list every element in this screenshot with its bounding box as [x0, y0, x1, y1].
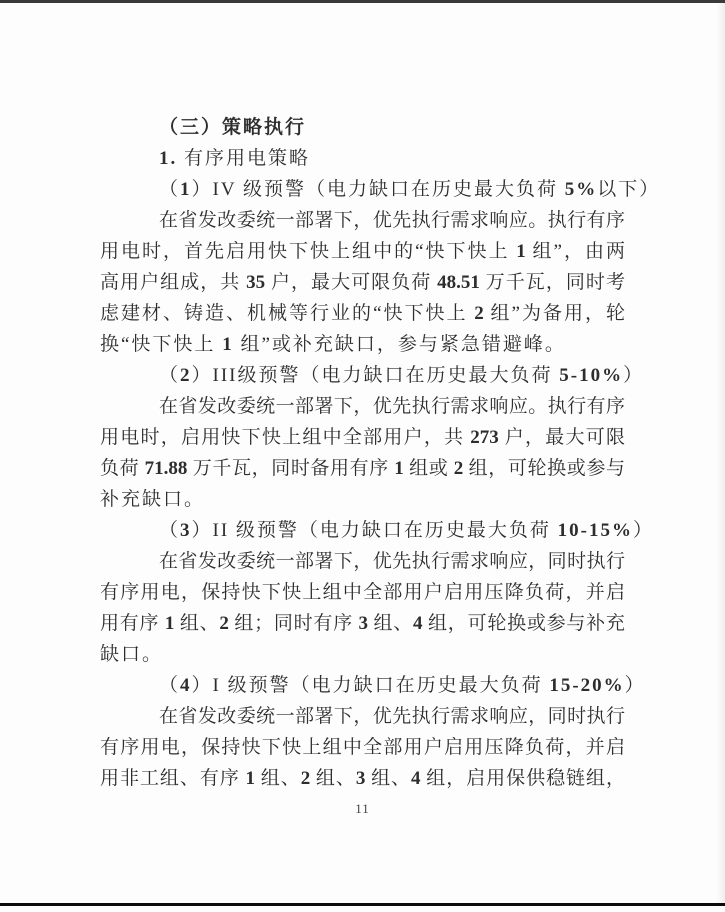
text-line: 用非工组、有序 1 组、2 组、3 组、4 组，启用保供稳链组， — [100, 768, 625, 789]
text-line: （2）III级预警（电力缺口在历史最大负荷 5-10%） — [159, 365, 645, 386]
text-line: 补充缺口。 — [100, 489, 206, 510]
text-line: （3）II 级预警（电力缺口在历史最大负荷 10-15%） — [159, 520, 655, 541]
text-line: （4）I 级预警（电力缺口在历史最大负荷 15-20%） — [159, 675, 646, 696]
page-right-edge — [716, 3, 725, 903]
text-line: 换“快下快上 1 组”或补充缺口，参与紧急错避峰。 — [100, 334, 566, 355]
text-line: （三）策略执行 — [159, 117, 307, 138]
text-line: 缺口。 — [100, 644, 164, 665]
page-top-edge — [0, 0, 725, 3]
text-line: 在省发改委统一部署下，优先执行需求响应。执行有序 — [159, 396, 625, 417]
text-line: 高用户组成，共 35 户，最大可限负荷 48.51 万千瓦，同时考 — [100, 272, 625, 293]
page-number: 11 — [355, 801, 370, 816]
text-line: 有序用电，保持快下快上组中全部用户启用压降负荷，并启 — [100, 582, 625, 603]
text-line: 用电时，启用快下快上组中全部用户，共 273 户，最大可限 — [100, 427, 625, 448]
page-bottom-edge — [0, 903, 725, 906]
text-line: 在省发改委统一部署下，优先执行需求响应，同时执行 — [159, 706, 625, 727]
document-body — [100, 112, 661, 794]
text-line: 有序用电，保持快下快上组中全部用户启用压降负荷，并启 — [100, 737, 625, 758]
text-line: 在省发改委统一部署下，优先执行需求响应。执行有序 — [159, 210, 625, 231]
text-line: 虑建材、铸造、机械等行业的“快下快上 2 组”为备用，轮 — [100, 303, 625, 324]
text-line: 用电时，首先启用快下快上组中的“快下快上 1 组”，由两 — [100, 241, 626, 262]
text-line: 负荷 71.88 万千瓦，同时备用有序 1 组或 2 组，可轮换或参与 — [100, 458, 625, 479]
text-line: （1）IV 级预警（电力缺口在历史最大负荷 5%以下） — [159, 179, 661, 200]
text-line: 用有序 1 组、2 组；同时有序 3 组、4 组，可轮换或参与补充 — [100, 613, 625, 634]
text-line: 在省发改委统一部署下，优先执行需求响应，同时执行 — [159, 551, 625, 572]
text-line: 1. 有序用电策略 — [159, 148, 311, 169]
